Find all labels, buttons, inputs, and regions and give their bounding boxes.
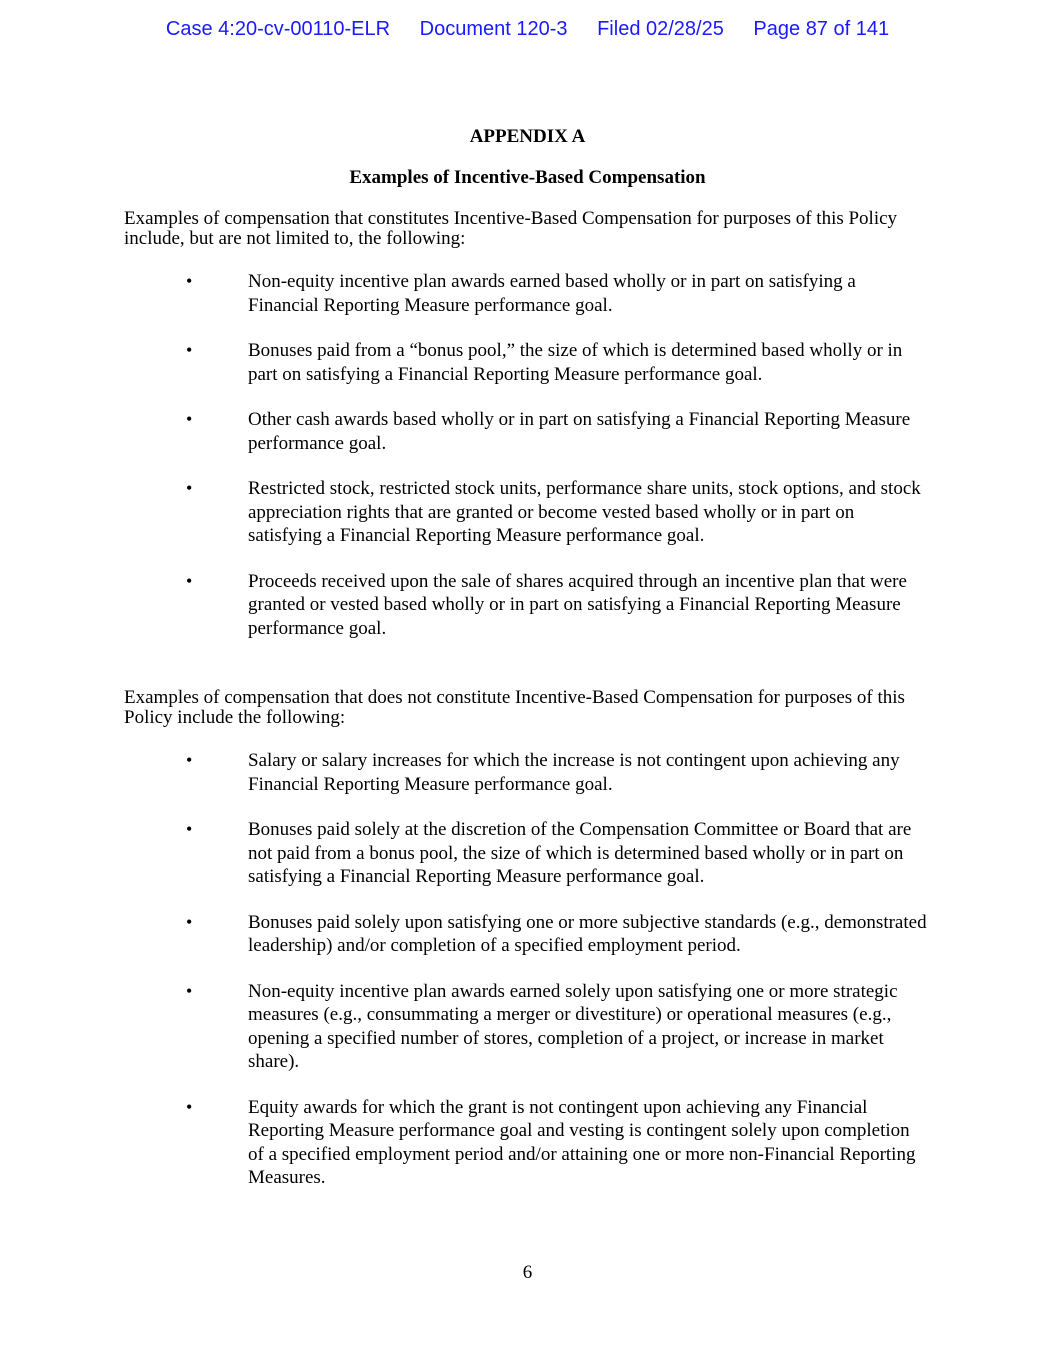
bullet: • [186,570,193,591]
document-number: Document 120-3 [419,18,568,40]
list-item [0,270,928,317]
bullet: • [186,478,193,498]
bullet: • [186,819,193,839]
excluded-items-list [0,749,1055,1212]
bullet: • [186,271,193,291]
appendix-title: APPENDIX A [469,126,586,147]
list-item-text: Restricted stock, restricted stock units, performance share units, stock options, and stock appreciation rights that are granted or become vested based wholly or in part on satisfying a Financial Reporting Measure performance goal. [248,478,921,546]
list-item [0,1096,928,1190]
filed-date: Filed 02/28/25 [597,18,724,40]
list-item [0,911,928,958]
list-item-text: Bonuses paid from a “bonus pool,” the size of which is determined based wholly or in part on satisfying a Financial Reporting Measure performance goal. [248,340,903,385]
list-item [0,339,928,386]
list-item [0,570,928,641]
list-item [0,408,928,455]
list-item-text: Other cash awards based wholly or in part on satisfying a Financial Reporting Measure performance goal. [248,409,911,454]
page-indicator: Page 87 of 141 [753,18,890,40]
list-item [0,818,928,889]
list-item [0,477,928,548]
list-item-text: Bonuses paid solely upon satisfying one or more subjective standards (e.g., demonstrated leadership) and/or completion of a specified employment period. [248,911,927,956]
list-item [0,749,928,796]
bullet: • [186,911,193,932]
bullet: • [186,1096,193,1117]
section-subtitle: Examples of Incentive-Based Compensation [349,167,706,188]
included-items-list [0,270,1055,662]
case-number: Case 4:20-cv-00110-ELR [165,18,391,40]
list-item-text: Equity awards for which the grant is not contingent upon achieving any Financial Reporting Measure performance goal and vesting is contingent solely upon completion of a specified employment period and/or attaining one or more non-Financial Reporting Measures. [248,1096,916,1188]
list-item-text: Bonuses paid solely at the discretion of the Compensation Committee or Board that are not paid from a bonus pool, the size of which is determined based wholly or in part on satisfying a Financial Reporting Measure performance goal. [248,819,912,887]
bullet: • [186,409,193,429]
intro-included-paragraph: Examples of compensation that constitutes Incentive-Based Compensation for purposes of this Policy include, but are not limited to, the following: [124,208,898,249]
list-item-text: Proceeds received upon the sale of shares acquired through an incentive plan that were granted or vested based wholly or in part on satisfying a Financial Reporting Measure performance goal. [248,570,907,639]
case-header [0,18,1055,41]
list-item-text: Salary or salary increases for which the increase is not contingent upon achieving any Financial Reporting Measure performance goal. [248,750,900,795]
list-item-text: Non-equity incentive plan awards earned based wholly or in part on satisfying a Financial Reporting Measure performance goal. [248,271,856,316]
list-item-text: Non-equity incentive plan awards earned solely upon satisfying one or more strategic measures (e.g., consummating a merger or divestiture) or operational measures (e.g., opening a specified number of stores, completion of a project, or increase in market share). [248,980,898,1072]
intro-excluded-paragraph: Examples of compensation that does not constitute Incentive-Based Compensation for purposes of this Policy include the following: [124,687,905,728]
page-number: 6 [522,1262,533,1283]
bullet: • [186,340,193,360]
list-item [0,980,928,1074]
bullet: • [186,980,193,1001]
bullet: • [186,750,193,770]
